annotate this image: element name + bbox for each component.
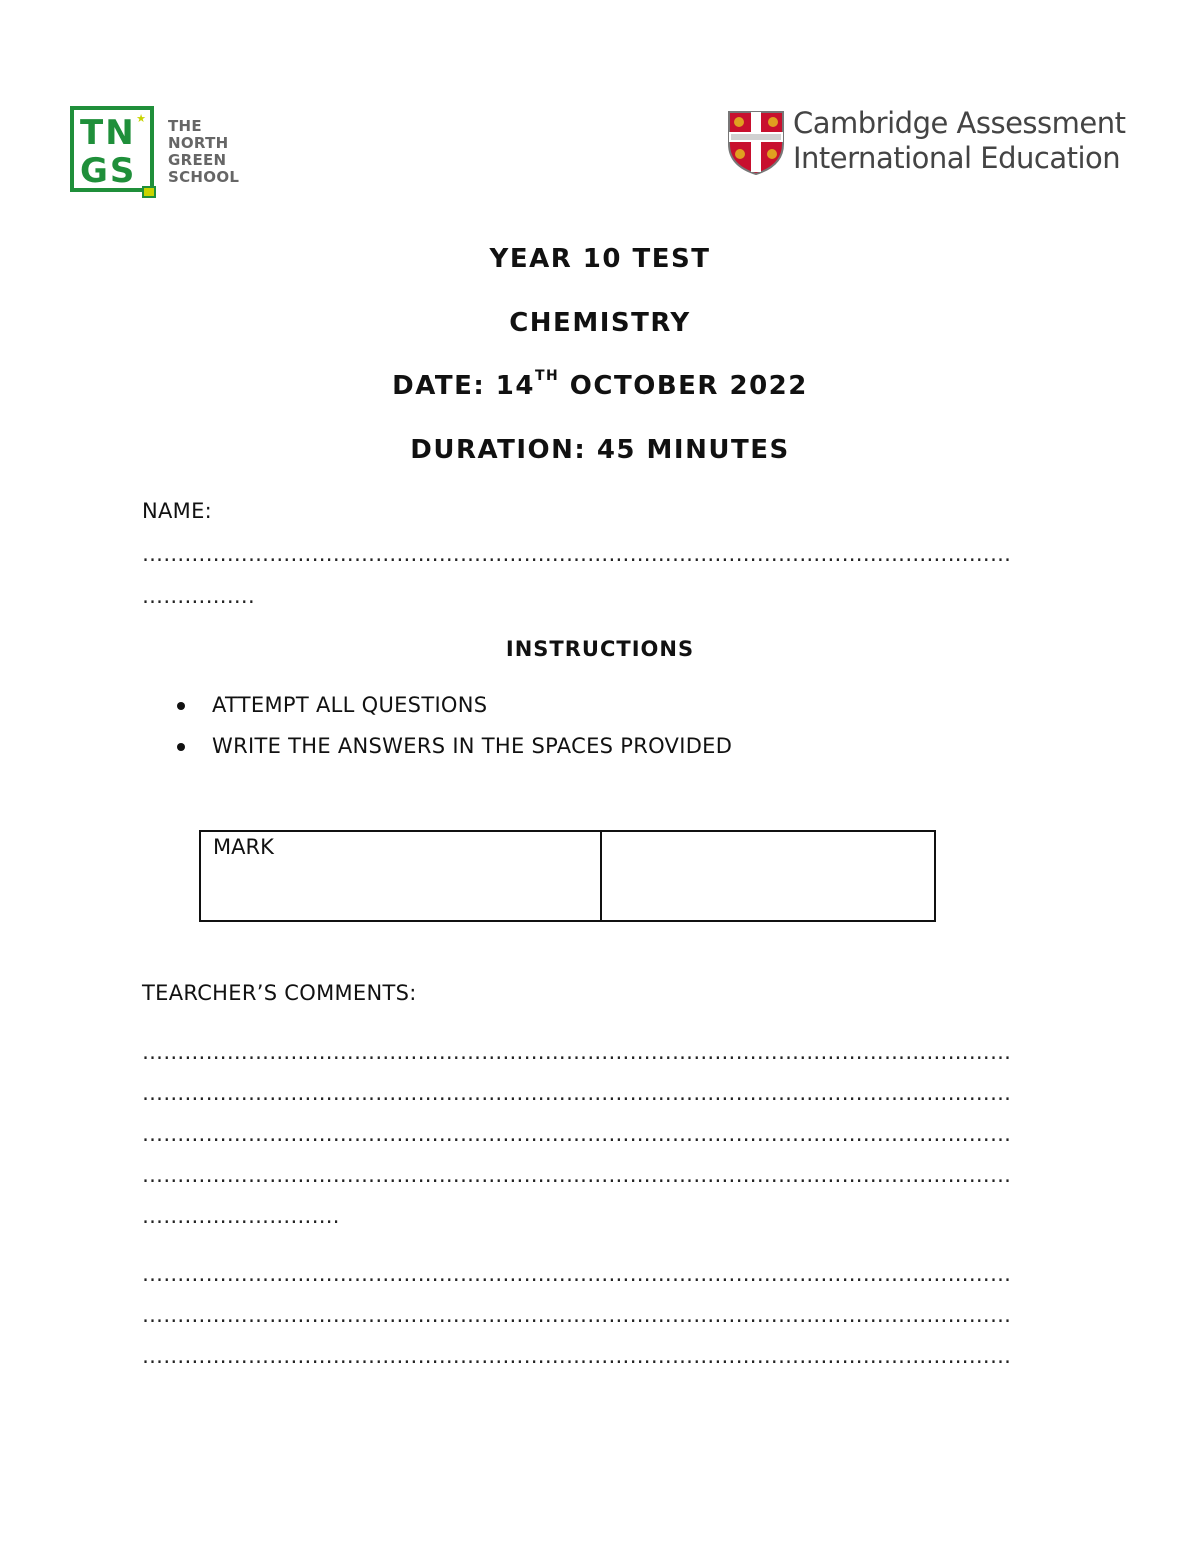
school-name-word: NORTH (168, 134, 229, 152)
date-prefix: DATE: 14 (392, 371, 535, 401)
subject-title: CHEMISTRY (509, 308, 691, 338)
comment-line[interactable]: ………………………. (142, 1204, 340, 1228)
cambridge-line-2: International Education (793, 141, 1121, 175)
school-name-word: THE (168, 117, 202, 135)
instructions-heading: INSTRUCTIONS (505, 637, 695, 661)
comment-line[interactable]: …………………………………………………………………………………………………………… (142, 1122, 1012, 1146)
comment-line[interactable]: …………………………………………………………………………………………………………… (142, 1081, 1012, 1105)
date-suffix: OCTOBER 2022 (559, 371, 808, 401)
name-line[interactable]: …………………………………………………………………………………………………………… (142, 542, 1012, 566)
cambridge-logo-text (793, 106, 1133, 176)
comments-label: TEARCHER’S COMMENTS: (142, 981, 417, 1005)
comment-line[interactable]: …………………………………………………………………………………………………………… (142, 1163, 1012, 1187)
school-logo-letters (80, 114, 150, 190)
name-label: NAME: (142, 499, 213, 523)
name-line-continued[interactable]: ……………. (142, 584, 255, 608)
cambridge-shield-icon (727, 110, 785, 176)
star-icon: ★ (136, 112, 146, 125)
list-item: WRITE THE ANSWERS IN THE SPACES PROVIDED (175, 733, 732, 774)
school-logo (70, 106, 154, 192)
comment-line[interactable]: …………………………………………………………………………………………………………… (142, 1303, 1012, 1327)
mark-table (199, 830, 936, 922)
comment-line[interactable]: …………………………………………………………………………………………………………… (142, 1040, 1012, 1064)
test-title: YEAR 10 TEST (489, 244, 711, 274)
bookmark-icon (142, 186, 156, 198)
date-title (0, 368, 1200, 401)
school-name (168, 118, 258, 186)
comment-line[interactable]: …………………………………………………………………………………………………………… (142, 1344, 1012, 1368)
comment-line[interactable]: …………………………………………………………………………………………………………… (142, 1262, 1012, 1286)
mark-value-cell[interactable] (601, 831, 935, 921)
table-row (200, 831, 935, 921)
date-superscript: TH (534, 368, 560, 384)
mark-label-cell: MARK (200, 831, 601, 921)
instructions-list (175, 692, 732, 774)
school-name-word: GREEN (168, 151, 227, 169)
duration-title: DURATION: 45 MINUTES (410, 435, 790, 465)
school-name-word: SCHOOL (168, 168, 240, 186)
list-item: ATTEMPT ALL QUESTIONS (175, 692, 732, 733)
logo-letters-top: TN (80, 113, 136, 153)
logo-letters-bottom: GS (80, 151, 137, 191)
cambridge-line-1: Cambridge Assessment (793, 106, 1126, 140)
